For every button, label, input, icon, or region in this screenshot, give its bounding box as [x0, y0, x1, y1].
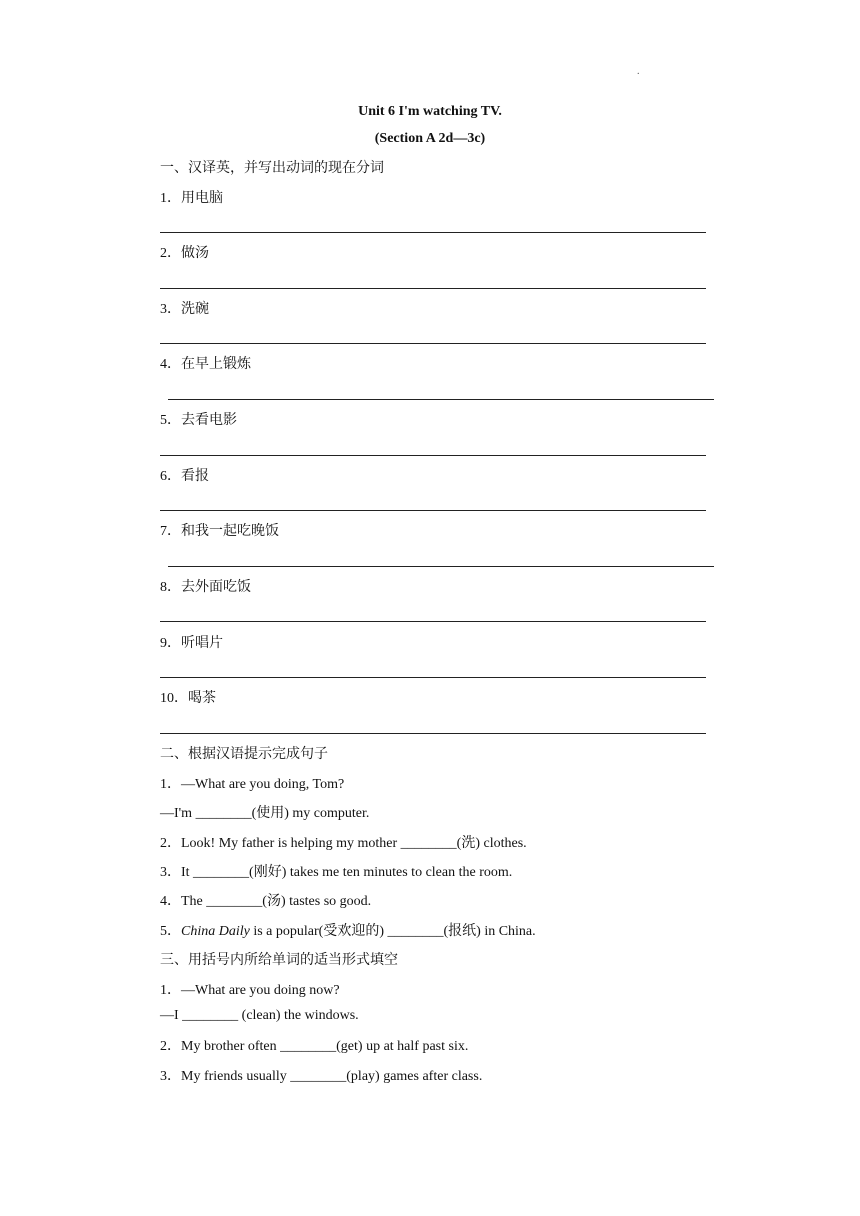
- header-dot: .: [637, 66, 640, 77]
- section-2-heading: 二、根据汉语提示完成句子: [160, 746, 328, 762]
- list-item: 10．喝茶: [160, 690, 216, 706]
- answer-line[interactable]: [160, 621, 706, 622]
- section-1-heading: 一、汉译英，并写出动词的现在分词: [160, 160, 384, 176]
- section-3-heading: 三、用括号内所给单词的适当形式填空: [160, 952, 398, 968]
- list-item: 8．去外面吃饭: [160, 579, 251, 595]
- question-2-4: 4．The ________(汤) tastes so good.: [160, 893, 372, 909]
- question-2-5: 5．China Daily is a popular(受欢迎的) ________(报纸) in China.: [160, 923, 536, 939]
- question-3-1a: 1．—What are you doing now?: [160, 983, 340, 998]
- answer-line[interactable]: [168, 566, 714, 567]
- list-item: 4．在早上锻炼: [160, 356, 251, 372]
- answer-line[interactable]: [160, 455, 706, 456]
- list-item: 5．去看电影: [160, 412, 237, 428]
- answer-line[interactable]: [160, 343, 706, 344]
- answer-line[interactable]: [160, 677, 706, 678]
- answer-line[interactable]: [160, 733, 706, 734]
- answer-line[interactable]: [160, 232, 706, 233]
- list-item: 7．和我一起吃晚饭: [160, 523, 279, 539]
- list-item: 1．用电脑: [160, 190, 223, 206]
- question-2-3: 3．It ________(刚好) takes me ten minutes to clean the room.: [160, 864, 513, 880]
- list-item: 3．洗碗: [160, 301, 209, 317]
- list-item: 9．听唱片: [160, 635, 223, 651]
- page-subtitle: (Section A 2d—3c): [374, 131, 486, 146]
- answer-line[interactable]: [168, 399, 714, 400]
- question-2-1a: 1．—What are you doing, Tom?: [160, 777, 345, 792]
- page-title: Unit 6 I'm watching TV.: [358, 104, 502, 119]
- question-2-1b: —I'm ________(使用) my computer.: [160, 805, 370, 821]
- list-item: 2．做汤: [160, 245, 209, 261]
- answer-line[interactable]: [160, 510, 706, 511]
- question-3-2: 2．My brother often ________(get) up at half past six.: [160, 1039, 469, 1054]
- question-3-3: 3．My friends usually ________(play) games after class.: [160, 1069, 483, 1084]
- list-item: 6．看报: [160, 468, 209, 484]
- answer-line[interactable]: [160, 288, 706, 289]
- question-3-1b: —I ________ (clean) the windows.: [160, 1008, 359, 1023]
- question-2-2: 2．Look! My father is helping my mother ________(洗) clothes.: [160, 835, 527, 851]
